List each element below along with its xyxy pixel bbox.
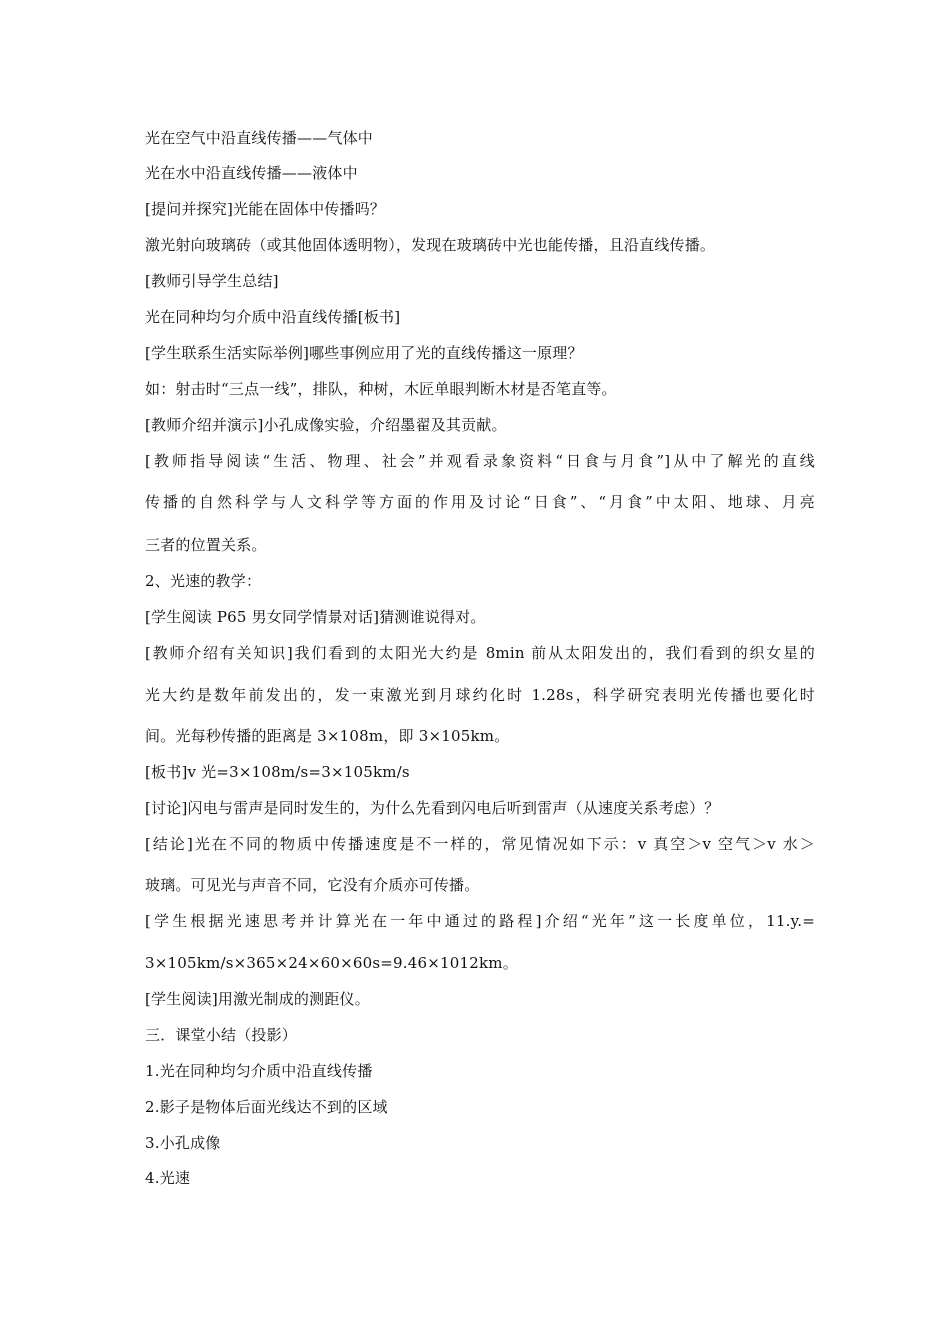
text-line: 三．课堂小结（投影） [145, 1026, 298, 1044]
text-line: [结论]光在不同的物质中传播速度是不一样的，常见情况如下示：v 真空＞v 空气＞v 水＞ [145, 835, 815, 853]
text-line: 3×105km/s×365×24×60×60s=9.46×1012km。 [145, 954, 518, 972]
text-line: [学生根据光速思考并计算光在一年中通过的路程]介绍“光年”这一长度单位，11.y.= [145, 912, 815, 930]
text-line: [教师介绍并演示]小孔成像实验，介绍墨翟及其贡献。 [145, 416, 507, 434]
text-line: 间。光每秒传播的距离是 3×108m，即 3×105km。 [145, 727, 510, 745]
text-line: 光在同种均匀介质中沿直线传播[板书] [145, 308, 401, 326]
text-line: [学生阅读 P65 男女同学情景对话]猜测谁说得对。 [145, 608, 486, 626]
text-line: 3.小孔成像 [145, 1134, 221, 1152]
text-line: [学生联系生活实际举例]哪些事例应用了光的直线传播这一原理？ [145, 344, 583, 362]
text-line: 光在空气中沿直线传播——气体中 [145, 129, 374, 147]
text-line: 1.光在同种均匀介质中沿直线传播 [145, 1062, 373, 1080]
text-line: [板书]v 光=3×108m/s=3×105km/s [145, 763, 410, 781]
text-line: 三者的位置关系。 [145, 536, 267, 554]
text-line: 2.影子是物体后面光线达不到的区域 [145, 1098, 388, 1116]
text-line: [教师引导学生总结] [145, 272, 279, 290]
text-line: 如：射击时“三点一线”，排队，种树，木匠单眼判断木材是否笔直等。 [145, 380, 617, 398]
text-line: 激光射向玻璃砖（或其他固体透明物），发现在玻璃砖中光也能传播，且沿直线传播。 [145, 236, 716, 254]
text-line: 光在水中沿直线传播——液体中 [145, 164, 358, 182]
text-line: [讨论]闪电与雷声是同时发生的，为什么先看到闪电后听到雷声（从速度关系考虑）？ [145, 799, 720, 817]
text-line: 2、光速的教学： [145, 572, 262, 590]
text-line: [学生阅读]用激光制成的测距仪。 [145, 990, 370, 1008]
text-line: 4.光速 [145, 1169, 191, 1187]
text-line: [教师指导阅读“生活、物理、社会”并观看录象资料“日食与月食”]从中了解光的直线 [145, 452, 815, 470]
text-line: 玻璃。可见光与声音不同，它没有介质亦可传播。 [145, 876, 480, 894]
text-line: 光大约是数年前发出的，发一束激光到月球约化时 1.28s，科学研究表明光传播也要化时 [145, 686, 815, 704]
text-line: [教师介绍有关知识]我们看到的太阳光大约是 8min 前从太阳发出的，我们看到的织女星的 [145, 644, 815, 662]
text-line: [提问并探究]光能在固体中传播吗？ [145, 200, 386, 218]
text-line: 传播的自然科学与人文科学等方面的作用及讨论“日食”、“月食”中太阳、地球、月亮 [145, 493, 815, 511]
